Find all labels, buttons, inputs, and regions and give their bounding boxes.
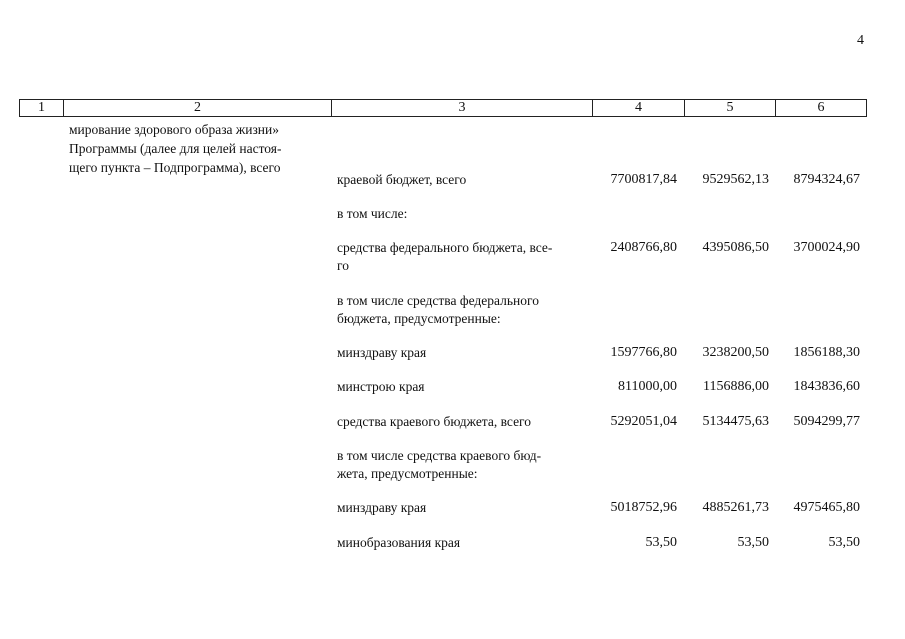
value-col-6: 4975465,80 [793,500,860,515]
row-label-line: средства федерального бюджета, все- [337,240,553,255]
value-col-4: 53,50 [645,535,677,550]
row-label-line: в том числе средства федерального [337,293,539,308]
row-label-line: в том числе средства краевого бюд- [337,448,542,463]
row-label-line: бюджета, предусмотренные: [337,311,501,326]
row-label [337,205,587,223]
value-col-6: 8794324,67 [793,172,860,187]
header-col-4: 4 [592,99,685,117]
row-label [337,534,587,552]
page-number: 4 [857,33,864,48]
value-col-4: 5292051,04 [610,414,677,429]
header-col-5: 5 [684,99,776,117]
row-label-line: минобразования края [337,535,461,550]
value-col-5: 9529562,13 [702,172,769,187]
value-col-5: 4885261,73 [702,500,769,515]
row-label [337,344,587,362]
description-line: щего пункта – Подпрограмма), всего [69,160,281,175]
header-col-1: 1 [19,99,64,117]
value-col-5: 1156886,00 [703,379,769,394]
row-label-line: в том числе: [337,206,408,221]
header-col-3: 3 [331,99,593,117]
value-col-5: 53,50 [737,535,769,550]
row-label-line: краевой бюджет, всего [337,172,467,187]
value-col-6: 1856188,30 [793,345,860,360]
row-label [337,292,587,328]
value-col-5: 3238200,50 [702,345,769,360]
description-line: мирование здорового образа жизни» [69,122,279,137]
row-label-line: жета, предусмотренные: [337,466,478,481]
description-line: Программы (далее для целей настоя- [69,141,282,156]
row-label-line: минздраву края [337,500,427,515]
row-label [337,171,587,189]
value-col-6: 1843836,60 [793,379,860,394]
value-col-4: 1597766,80 [610,345,677,360]
row-label-line: минздраву края [337,345,427,360]
subprogram-description [69,120,331,177]
value-col-4: 2408766,80 [610,240,677,255]
value-col-6: 3700024,90 [793,240,860,255]
row-label-line: го [337,258,349,273]
value-col-4: 5018752,96 [610,500,677,515]
value-col-6: 5094299,77 [793,414,860,429]
row-label [337,447,587,483]
row-label [337,239,587,275]
value-col-6: 53,50 [828,535,860,550]
row-label [337,413,587,431]
value-col-4: 7700817,84 [610,172,677,187]
row-label-line: средства краевого бюджета, всего [337,414,532,429]
value-col-5: 4395086,50 [702,240,769,255]
value-col-4: 811000,00 [618,379,677,394]
row-label [337,378,587,396]
header-col-6: 6 [775,99,867,117]
value-col-5: 5134475,63 [702,414,769,429]
row-label [337,499,587,517]
row-label-line: минстрою края [337,379,425,394]
header-col-2: 2 [63,99,332,117]
